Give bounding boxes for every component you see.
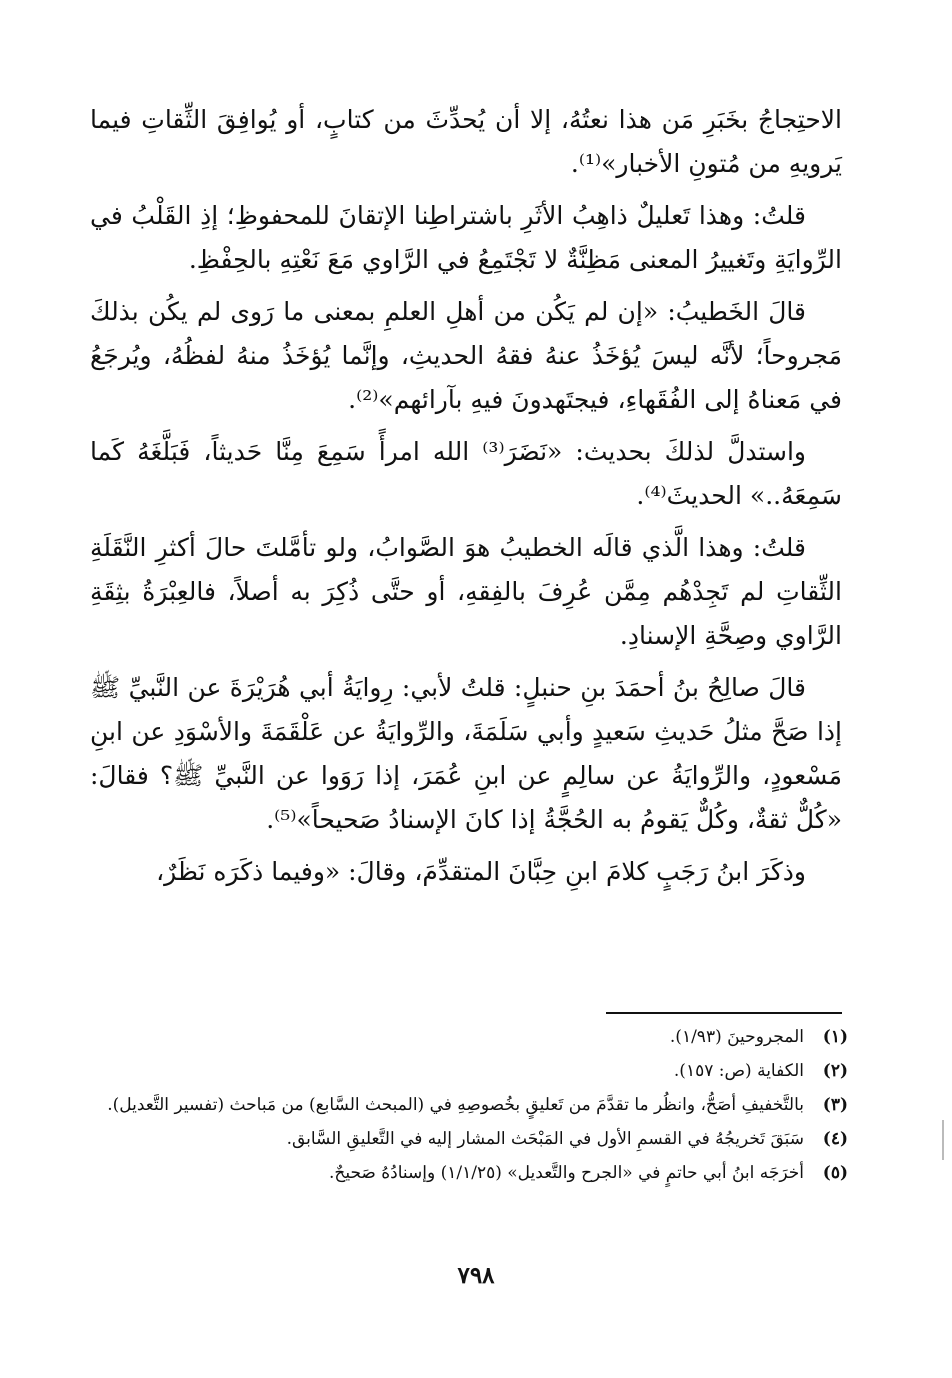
paragraph-7: وذكَرَ ابنُ رَجَبٍ كلامَ ابنِ حِبَّانَ المتقدِّمَ، وقالَ: «وفيما ذكَرَه نَظَرٌ، [156,857,806,886]
scan-edge-mark [942,1120,944,1160]
footnote-text: المجروحينَ (١/٩٣). [669,1027,804,1047]
footnote-text: أخرَجَه ابنُ أبي حاتمٍ في «الجرح والتَّعديل» (١/١/٢٥) وإسنادُهُ صَحيحٌ. [328,1163,804,1183]
paragraph-6: قالَ صالِحُ بنُ أحمَدَ بنِ حنبلٍ: قلتُ لأبي: رِوايَةُ أبي هُرَيْرَةَ عن النَّبيِّ ﷺ إذا صَحَّ مثلُ حَديثِ سَعيدٍ وأبي سَلَمَةَ، والرِّوايَةُ عن عَلْقَمَةَ والأسْوَدِ عن ابنِ مَسْعودٍ، والرِّوايَةُ عن سالِمٍ عن ابنِ عُمَرَ، إذا رَوَوا عن النَّبيِّ ﷺ؟ فقالَ: «كُلٌّ ثقةٌ، وكُلٌّ يَقومُ به الحُجَّةُ إذا كانَ الإسنادُ صَحيحاً»⁽⁵⁾. [90,673,842,834]
footnote-item [90,1056,848,1087]
footnote-item [90,1022,848,1053]
paragraph-3: قالَ الخَطيبُ: «إن لم يَكُن من أهلِ العلمِ بمعنى ما رَوى لم يكُن بذلكَ مَجروحاً؛ لأنَّه ليسَ يُؤخَذُ عنهُ فقهُ الحديثِ، وإنَّما يُؤخَذُ منهُ لفظُهُ، ويُرجَعُ في مَعناهُ إلى الفُقَهاءِ، فيجتَهدونَ فيهِ بآرائهم»⁽²⁾. [90,297,842,414]
paragraph-1: الاحتِجاجُ بخَبَرِ مَن هذا نعتُهُ، إلا أن يُحدِّثَ من كتابٍ، أو يُوافِقَ الثِّقاتِ فيما يَرويهِ من مُتونِ الأخبار»⁽¹⁾. [90,105,842,178]
page-number: ٧٩٨ [457,1262,495,1289]
footnotes-section [90,1022,848,1192]
footnote-text: سَبَقَ تَخريجُهُ في القسمِ الأول في المَبْحَث المشار إليه في التَّعليقِ السَّابق. [286,1129,804,1149]
footnote-item [90,1158,848,1189]
footnote-number: (٥) [822,1163,848,1183]
footnote-number: (٢) [822,1061,848,1081]
paragraph-2: قلتُ: وهذا تَعليلٌ ذاهِبُ الأثَرِ باشتراطِنا الإتقانَ للمحفوظِ؛ إذِ القَلْبُ في الرِّوايَةِ وتَغييرُ المعنى مَظِنَّةٌ لا تَجْتَمِعُ في الرَّاوي مَعَ نَعْتِهِ بالحِفْظِ. [90,201,842,274]
footnote-text: الكفاية (ص: ١٥٧). [673,1061,804,1081]
footnote-number: (٤) [822,1129,848,1149]
footnote-item [90,1124,848,1155]
main-text-body [90,98,842,902]
footnote-item [90,1090,848,1121]
footnote-divider [606,1012,842,1014]
footnote-number: (٣) [822,1095,848,1115]
footnote-text: بالتَّخفيفِ أصَحُّ، وانظُر ما تقدَّمَ من تَعليقٍ بخُصوصِهِ في (المبحث السَّابع) من مَباحث (تفسير التَّعديل). [107,1095,804,1115]
paragraph-5: قلتُ: وهذا الَّذي قالَه الخطيبُ هوَ الصَّوابُ، ولو تأمَّلتَ حالَ أكثرِ النَّقَلَةِ الثِّقاتِ لم تَجِدْهُم مِمَّن عُرِفَ بالفِقهِ، أو حتَّى ذُكِرَ به أصلاً، فالعِبْرَةُ بثِقَةِ الرَّاوي وصِحَّةِ الإسنادِ. [90,533,842,650]
paragraph-4: واستدلَّ لذلكَ بحديث: «نَضَرَ⁽³⁾ الله امرأً سَمِعَ مِنَّا حَديثاً، فَبَلَّغَهُ كَما سَمِعَهُ..» الحديثَ⁽⁴⁾. [90,437,842,510]
footnote-number: (١) [822,1027,848,1047]
